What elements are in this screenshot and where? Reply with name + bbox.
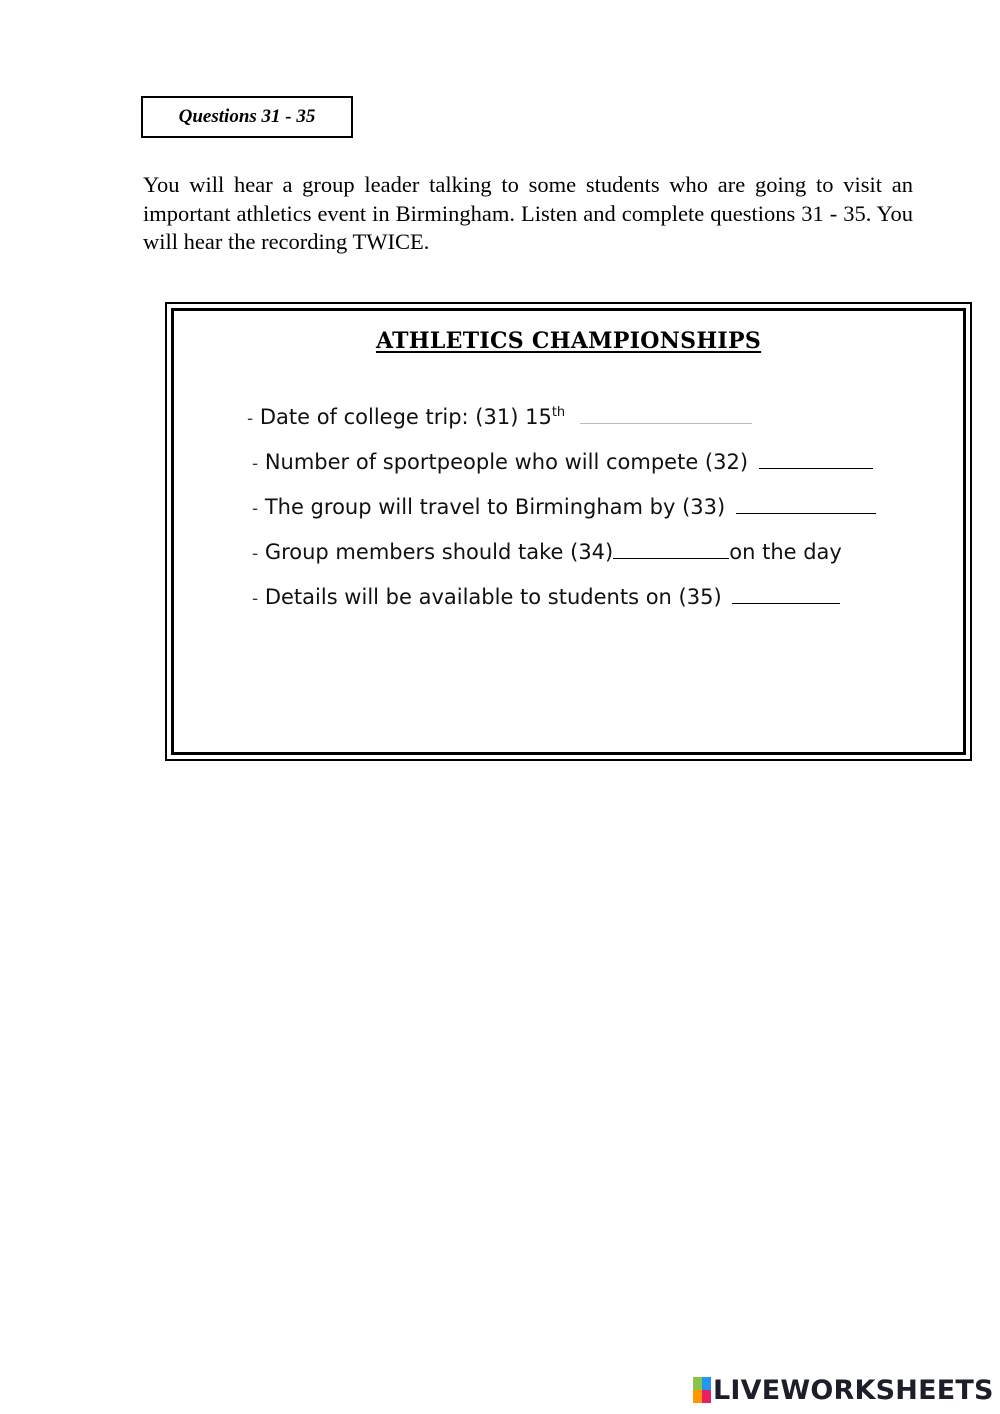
instructions-paragraph: You will hear a group leader talking to some students who are going to visit an important athletics event in Birmingham. Listen and complete questions 31 - 35. You will hear the recording TWICE. — [143, 172, 913, 254]
item-dash: - — [247, 409, 254, 429]
answer-blank-32[interactable] — [759, 467, 873, 469]
item-33-text: The group will travel to Birmingham by (33) — [264, 495, 726, 519]
answer-blank-33[interactable] — [736, 512, 876, 514]
liveworksheets-brand[interactable] — [693, 1374, 994, 1406]
liveworksheets-logo-icon — [693, 1377, 711, 1403]
item-dash: - — [252, 589, 259, 609]
questions-header-label: Questions 31 - 35 — [178, 106, 316, 127]
item-34 — [252, 540, 842, 564]
item-34-text: Group members should take (34) — [264, 540, 614, 564]
item-34-after: on the day — [729, 540, 842, 564]
answer-blank-35[interactable] — [732, 602, 840, 604]
item-32-text: Number of sportpeople who will compete (32) — [264, 450, 749, 474]
item-32 — [252, 450, 873, 474]
item-31 — [247, 405, 752, 429]
item-dash: - — [252, 454, 259, 474]
item-dash: - — [252, 499, 259, 519]
answer-blank-31[interactable] — [580, 422, 752, 424]
item-35 — [252, 585, 840, 609]
item-dash: - — [252, 544, 259, 564]
questions-header — [141, 96, 353, 138]
brand-name: LIVEWORKSHEETS — [713, 1374, 994, 1406]
item-35-text: Details will be available to students on (35) — [264, 585, 722, 609]
championships-box — [165, 302, 972, 761]
answer-blank-34[interactable] — [613, 557, 729, 559]
item-31-text: Date of college trip: (31) 15 — [259, 405, 552, 429]
item-31-sup: th — [551, 405, 566, 420]
box-title: ATHLETICS CHAMPIONSHIPS — [375, 328, 762, 354]
item-33 — [252, 495, 876, 519]
